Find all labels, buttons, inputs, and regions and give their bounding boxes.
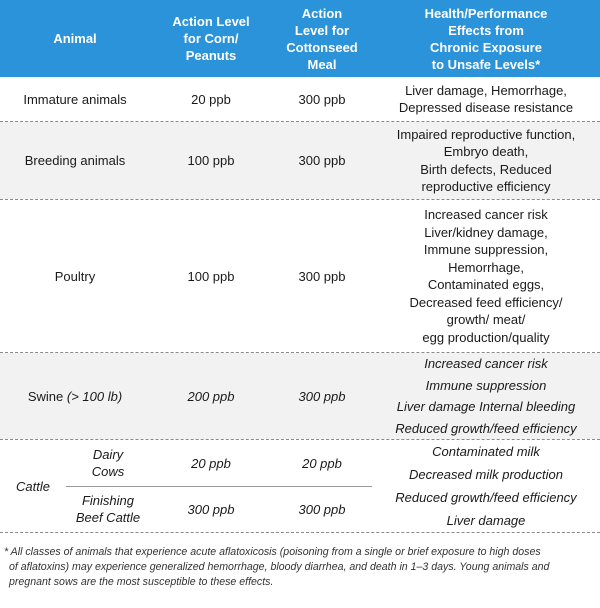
table-row xyxy=(0,353,600,439)
effects-cell: Liver damage, Hemorrhage, Depressed disease resistance xyxy=(398,82,574,115)
finishing-corn-level: 300 ppb xyxy=(187,501,235,517)
header-cottonseed-action-level: Action Level for Cottonseed Meal xyxy=(286,5,358,72)
animal-cell: Poultry xyxy=(54,268,96,284)
corn-level-cell: 100 ppb xyxy=(187,268,235,284)
animal-cell: Breeding animals xyxy=(24,153,126,168)
corn-level-cell: 20 ppb xyxy=(191,91,231,107)
animal-cell xyxy=(0,353,150,439)
footnote xyxy=(4,545,596,590)
effect-item: Reduced growth/feed efficiency xyxy=(395,490,577,505)
corn-level-cell: 200 ppb xyxy=(187,388,235,404)
table-row xyxy=(0,77,600,121)
dairy-cows-label: Dairy Cows xyxy=(91,446,125,479)
cattle-label: Cattle xyxy=(16,478,50,494)
animal-qualifier: (> 100 lb) xyxy=(66,388,123,404)
effects-cell xyxy=(372,440,600,532)
animal-name: Swine xyxy=(27,388,64,404)
effect-item: Immune suppression xyxy=(425,377,547,393)
effect-item: Reduced growth/feed efficiency xyxy=(395,420,577,436)
cottonseed-level-cell: 300 ppb xyxy=(298,91,346,107)
table-row xyxy=(0,122,600,199)
footnote-line: of aflatoxins) may experience generalized hemorrhage, bloody diarrhea, and death in 1–3 days. Young animals and xyxy=(9,561,550,573)
cottonseed-level-cell: 300 ppb xyxy=(298,153,346,168)
table-row xyxy=(0,200,600,352)
effects-cell: Increased cancer risk Liver/kidney damage, Immune suppression, Hemorrhage, Contaminated eggs, Decreased feed efficiency/ growth/ meat/ egg production/quality xyxy=(409,207,563,345)
footnote-line: pregnant sows are the most susceptible to these effects. xyxy=(9,576,274,588)
dairy-cottonseed-level: 20 ppb xyxy=(302,455,342,471)
effect-item: Decreased milk production xyxy=(409,467,563,482)
corn-level-cell: 100 ppb xyxy=(187,153,235,168)
table-header xyxy=(0,0,600,77)
effect-item: Liver damage Internal bleeding xyxy=(396,399,576,415)
finishing-beef-cattle-label: Finishing Beef Cattle xyxy=(75,492,141,525)
header-animal: Animal xyxy=(53,31,97,46)
row-divider xyxy=(0,532,600,533)
effect-item: Contaminated milk xyxy=(432,444,540,459)
header-health-effects: Health/Performance Effects from Chronic Exposure to Unsafe Levels* xyxy=(424,5,548,72)
effect-item: Liver damage xyxy=(446,513,526,528)
cottonseed-level-cell: 300 ppb xyxy=(298,268,346,284)
finishing-cottonseed-level: 300 ppb xyxy=(298,501,346,517)
header-corn-action-level: Action Level for Corn/ Peanuts xyxy=(172,14,250,63)
dairy-corn-level: 20 ppb xyxy=(191,455,231,471)
effects-cell: Impaired reproductive function, Embryo death, Birth defects, Reduced reproductive efficiency xyxy=(396,126,576,194)
effects-cell xyxy=(372,353,600,439)
cottonseed-level-cell: 300 ppb xyxy=(298,388,346,404)
effect-item: Increased cancer risk xyxy=(424,356,548,372)
table-row xyxy=(0,440,600,532)
footnote-line: * All classes of animals that experience acute aflatoxicosis (poisoning from a single or brief exposure to high doses xyxy=(4,546,541,558)
animal-cell: Immature animals xyxy=(23,91,127,107)
